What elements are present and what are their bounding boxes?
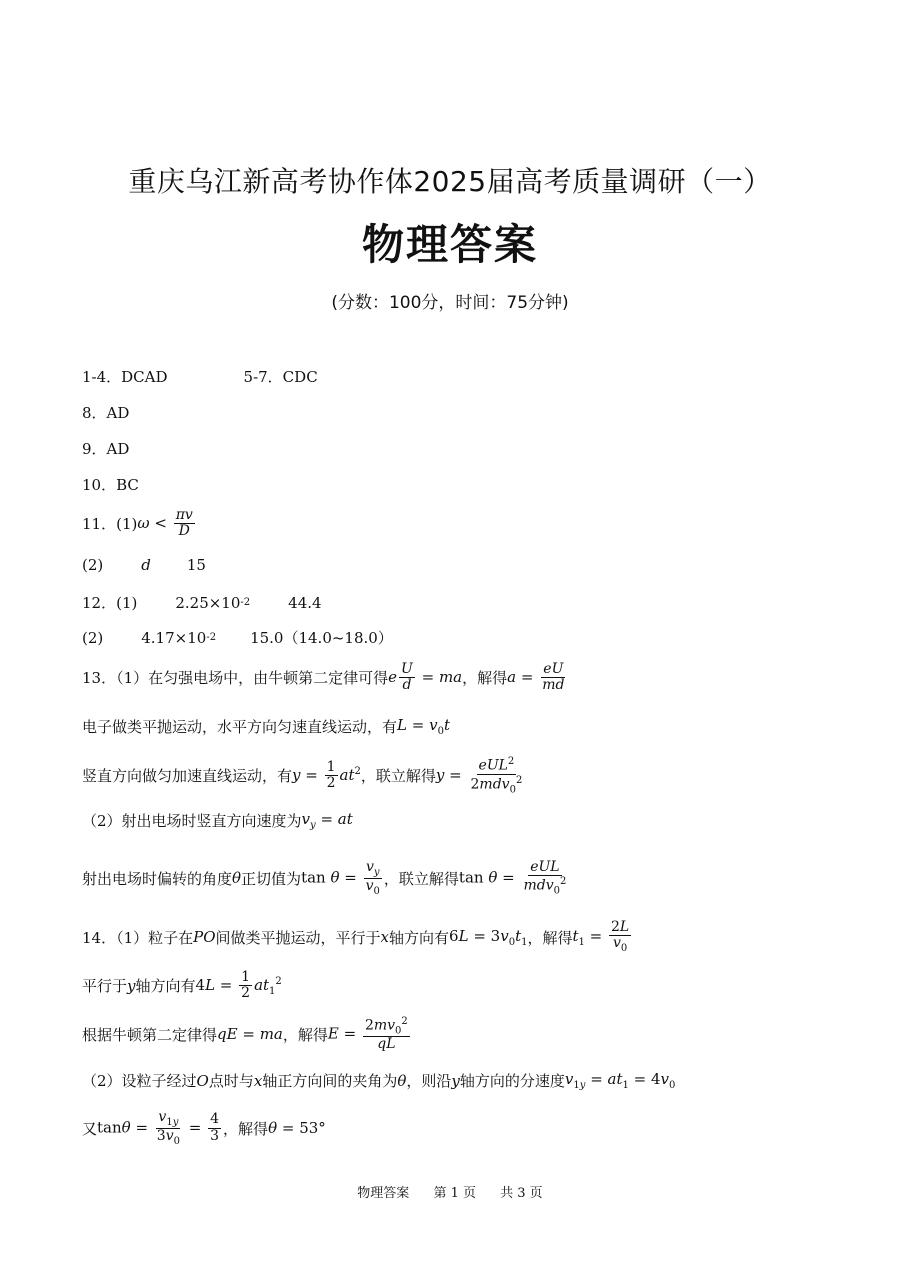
answer-12-2: (2) 4.17×10 -2 15.0（14.0~18.0） (82, 628, 393, 647)
formula-tan-theta: tanθ = $\frac{v_{1y}}{3v_0}$ = $\frac{4}{3}$ (97, 1109, 220, 1147)
symbol-y-2: y (451, 1071, 460, 1090)
formula-omega: ω < $\frac{\pi v}{D}$ (137, 507, 193, 540)
answer-11-2: (2) d 15 (82, 556, 206, 574)
formula-vy: $v_y$ = at (301, 810, 353, 831)
exam-meta: (分数：100分，时间：75分钟) (331, 293, 569, 313)
formula-y-at2: y = $\frac{1}{2}$ $at^2$ (292, 758, 361, 792)
symbol-O: O (196, 1071, 209, 1090)
q13-line-3: 竖直方向做匀加速直线运动，有 y = $\frac{1}{2}$ $at^2$ ，联立解得 y = $\frac{eUL^2}{2mdv_0^2}$ (82, 756, 526, 796)
formula-a: a = $\frac{eU}{md}$ (507, 661, 565, 694)
footer-page: 第 1 页 (433, 1186, 476, 1201)
q13-line-4: （2）射出电场时竖直方向速度为 $v_y$ = at (82, 810, 353, 831)
formula-4L: 4L = $\frac{1}{2}$ $at_1^2$ (195, 969, 282, 1002)
answer-8: 8．AD (82, 404, 130, 422)
formula-L: $L = v_0t$ (397, 716, 450, 737)
answer-9: 9．AD (82, 440, 130, 458)
formula-theta-53: θ = 53° (268, 1119, 326, 1138)
q14-line-2: 平行于 y 轴方向有 4L = $\frac{1}{2}$ $at_1^2$ (82, 969, 282, 1002)
answer-10: 10．BC (82, 476, 139, 494)
formula-E: E = $\frac{2mv_0^2}{qL}$ (327, 1016, 408, 1053)
q14-line-5: 又 tanθ = $\frac{v_{1y}}{3v_0}$ = $\frac{4}{3}$ ，解得 θ = 53° (82, 1109, 326, 1147)
symbol-theta-2: θ (397, 1071, 407, 1090)
symbol-x: x (380, 928, 390, 947)
formula-v1y: $v_{1y} = at_1 = 4v_0$ (564, 1070, 676, 1091)
q13-line-2: 电子做类平抛运动，水平方向匀速直线运动，有 $L = v_0t$ (82, 716, 450, 737)
symbol-x-2: x (253, 1071, 263, 1090)
formula-eU-d: e $\frac{U}{d}$ = ma (388, 661, 463, 694)
document-subtitle: 物理答案 (361, 220, 538, 269)
q13-line-5: 射出电场时偏转的角度 θ 正切值为 tan θ = $\frac{v_y}{v_0}$ ，联立解得 tan θ = $\frac{\text{eUL}}{mdv_0^2}$ (82, 860, 570, 897)
answer-12-1: 12．(1) 2.25×10 -2 44.4 (82, 593, 322, 612)
q14-line-1: 14．（1）粒子在 PO 间做类平抛运动，平行于 x 轴方向有 $6L = 3v_0t_1$ ，解得 $t_1$ = $\frac{2L}{v_0}$ (82, 920, 633, 954)
formula-6L: $6L = 3v_0t_1$ (449, 926, 528, 948)
q14-line-4: （2）设粒子经过 O 点时与 x 轴正方向间的夹角为 θ ，则沿 y 轴方向的分速度 $v_{1y} = at_1 = 4v_0$ (82, 1070, 676, 1091)
footer-name: 物理答案 (357, 1186, 410, 1201)
formula-tan-vy-v0: tan θ = $\frac{v_y}{v_0}$ (301, 859, 380, 897)
answer-5-7: 5-7．CDC (243, 368, 318, 386)
answer-1-4: 1-4．DCAD (82, 368, 168, 386)
answer-11-1: 11．(1) ω < $\frac{\pi v}{D}$ (82, 508, 197, 540)
q14-line-3: 根据牛顿第二定律得 qE = ma ，解得 E = $\frac{2mv_0^2}{qL}$ (82, 1016, 412, 1053)
footer-total: 共 3 页 (500, 1186, 543, 1201)
symbol-theta: θ (232, 869, 242, 888)
formula-tan-result: tan θ = $\frac{\text{eUL}}{mdv_0^2}$ (458, 859, 567, 897)
formula-y-result: y = $\frac{eUL^2}{2mdv_0^2}$ (435, 756, 523, 796)
formula-t1: $t_1$ = $\frac{2L}{v_0}$ (572, 919, 630, 955)
answer-row-1-7 (82, 366, 318, 387)
q13-line-1: 13．（1）在匀强电场中，由牛顿第二定律可得 e $\frac{U}{d}$ = ma ，解得 a = $\frac{eU}{md}$ (82, 662, 568, 694)
formula-qE: qE = ma (217, 1025, 283, 1044)
symbol-y: y (127, 976, 136, 995)
document-title: 重庆乌江新高考协作体2025届高考质量调研（一） (128, 165, 772, 198)
page-footer (0, 1182, 900, 1201)
